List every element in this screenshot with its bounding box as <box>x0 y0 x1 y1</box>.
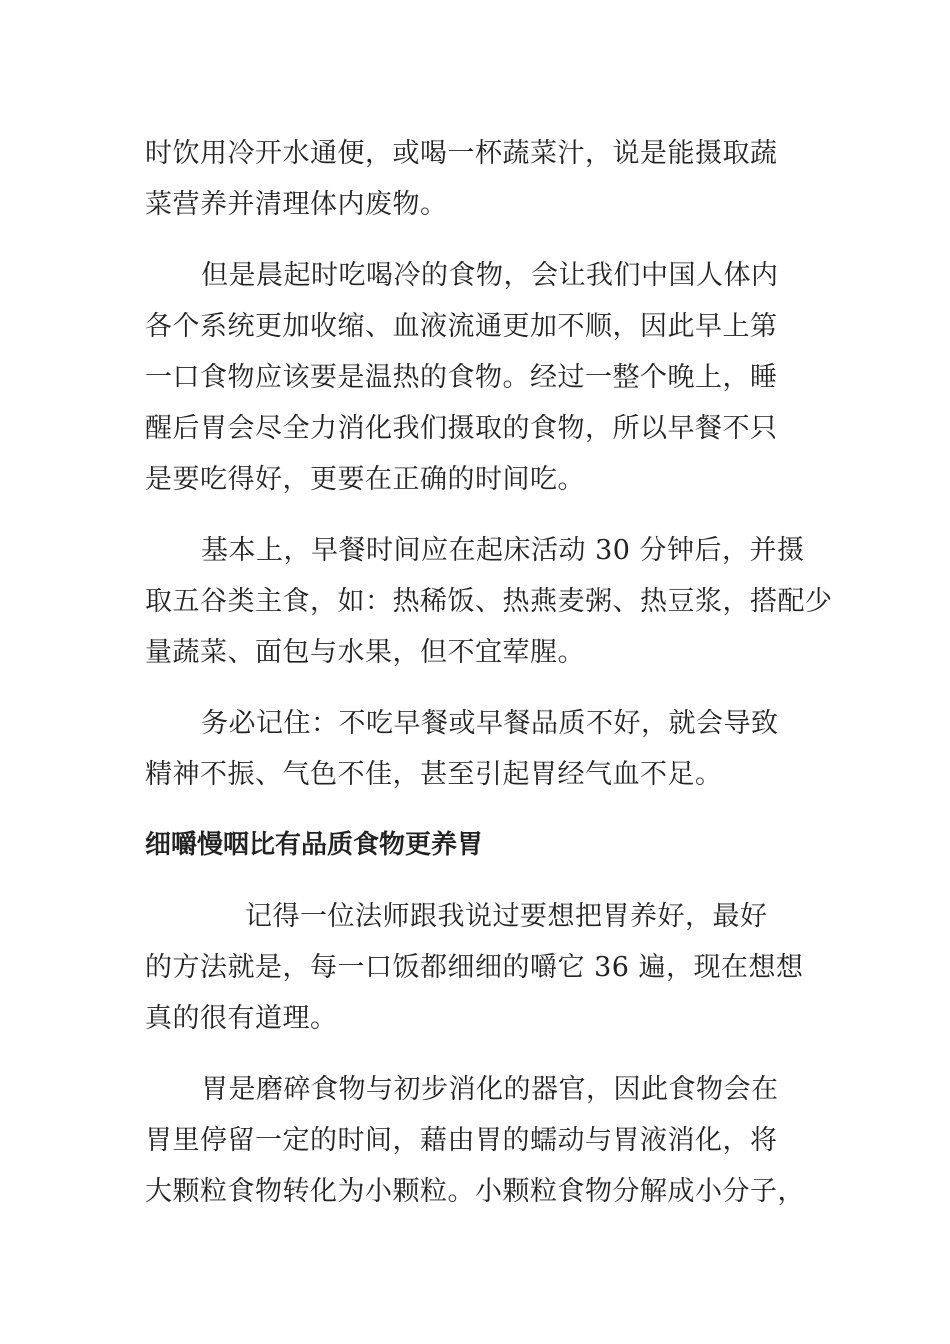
text-line: 基本上，早餐时间应在起床活动 30 分钟后，并摄 <box>201 535 805 566</box>
paragraph-6 <box>145 1064 825 1217</box>
paragraph-4 <box>145 698 825 800</box>
text-line: 胃里停留一定的时间，藉由胃的蠕动与胃液消化，将 <box>145 1125 778 1156</box>
text-line: 但是晨起时吃喝冷的食物，会让我们中国人体内 <box>201 260 779 291</box>
text-line: 菜营养并清理体内废物。 <box>145 189 448 220</box>
document-page <box>145 128 833 1217</box>
text-line: 一口食物应该要是温热的食物。经过一整个晚上，睡 <box>145 362 778 393</box>
text-line: 精神不振、气色不佳，甚至引起胃经气血不足。 <box>145 759 723 790</box>
text-line: 大颗粒食物转化为小颗粒。小颗粒食物分解成小分子， <box>145 1176 805 1207</box>
text-line: 务必记住：不吃早餐或早餐品质不好，就会导致 <box>201 708 779 739</box>
text-line: 真的很有道理。 <box>145 1003 338 1034</box>
text-line: 醒后胃会尽全力消化我们摄取的食物，所以早餐不只 <box>145 413 778 444</box>
paragraph-5 <box>145 891 825 1044</box>
text-line: 取五谷类主食，如：热稀饭、热燕麦粥、热豆浆，搭配少 <box>145 586 833 617</box>
text-line: 是要吃得好，更要在正确的时间吃。 <box>145 464 585 495</box>
section-heading: 细嚼慢咽比有品质食物更养胃 <box>145 830 484 860</box>
paragraph-2 <box>145 250 825 505</box>
text-line: 各个系统更加收缩、血液流通更加不顺，因此早上第 <box>145 311 778 342</box>
text-line: 记得一位法师跟我说过要想把胃养好，最好 <box>245 901 768 932</box>
paragraph-3 <box>145 525 833 678</box>
text-line: 胃是磨碎食物与初步消化的器官，因此食物会在 <box>201 1074 779 1105</box>
paragraph-1 <box>145 128 825 230</box>
text-line: 量蔬菜、面包与水果，但不宜荤腥。 <box>145 637 585 668</box>
text-line: 的方法就是，每一口饭都细细的嚼它 36 遍，现在想想 <box>145 952 804 983</box>
text-line: 时饮用冷开水通便，或喝一杯蔬菜汁，说是能摄取蔬 <box>145 138 778 169</box>
